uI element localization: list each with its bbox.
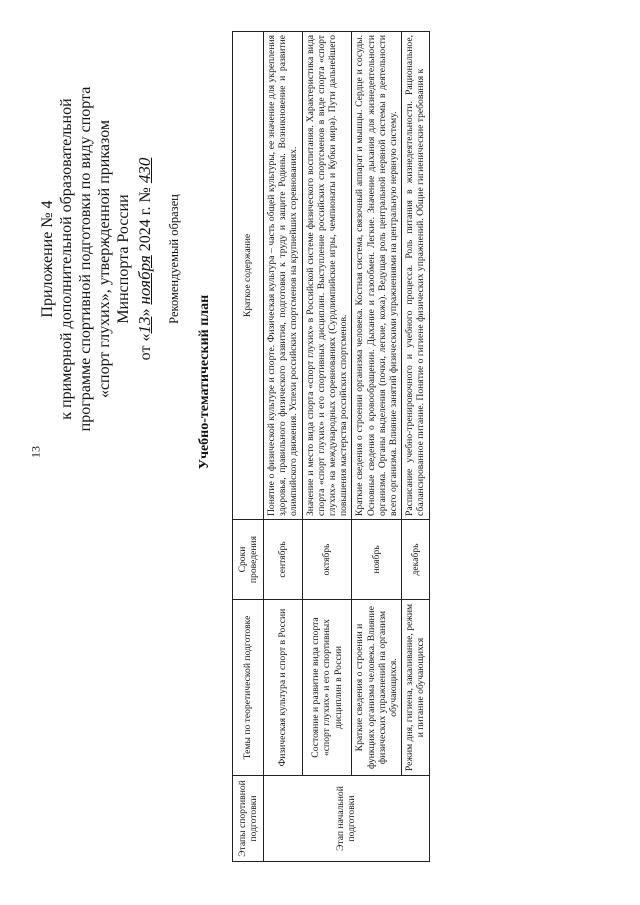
date-mid: » xyxy=(137,308,154,317)
appendix-line-4: «спорт глухих», утвержденной приказом xyxy=(96,119,113,399)
table-row xyxy=(302,32,352,862)
table-header-row xyxy=(233,32,264,862)
content-cell: Понятие о физической культуре и спорте. Физическая культура – часть общей культуры, ее значение для укрепления здоровья, правильного физического развития, подготовки к труду и защите Родины. Возникновение и развитие олимпийского движения. Успехи российских спортсменов на крупнейших соревнованиях. xyxy=(264,32,303,520)
page-number: 13 xyxy=(28,446,43,458)
topic-cell: Краткие сведения о строении и функциях организма человека. Влияние физических упражнений на организм обучающихся. xyxy=(352,600,402,776)
appendix-line-3: программе спортивной подготовки по виду спорта xyxy=(77,86,94,432)
header-topic: Темы по теоретической подготовке xyxy=(233,600,264,776)
table-row xyxy=(264,32,303,862)
topic-cell: Режим дня, гигиена, закаливание, режим и питание обучающихся xyxy=(402,600,429,776)
header-period: Сроки проведения xyxy=(233,520,264,600)
order-month: ноября xyxy=(135,255,154,305)
topic-cell: Физическая культура и спорт в России xyxy=(264,600,303,776)
appendix-header xyxy=(38,44,184,474)
order-date-line xyxy=(135,44,155,474)
stage-cell: Этап начальной подготовки xyxy=(264,776,430,862)
thematic-plan-table xyxy=(232,31,430,862)
appendix-number: Приложение № 4 xyxy=(39,200,56,318)
table-row xyxy=(352,32,402,862)
appendix-line-2: к примерной дополнительной образовательной xyxy=(58,98,75,420)
content-cell: Расписание учебно-тренировочного и учебного процесса. Роль питания в жизнедеятельности. Рациональное, сбалансированное питание. Понятие о гигиене физических упражнений. Общие гигиенические требования к xyxy=(402,32,429,520)
order-day: 13 xyxy=(135,316,154,334)
table-row xyxy=(402,32,429,862)
content-cell: Краткие сведения о строении организма человека. Костная система, связочный аппарат и мышцы. Сердце и сосуды. Основные сведения о кровообращении. Дыхание и газообмен. Легкие. Значение дыхания для жизнедеятельности организма. Органы выделения (почки, легкие, кожа). Ведущая роль центральной нервной системы в деятельности всего организма. Влияние занятий физическими упражнениями на центральную нервную систему. xyxy=(352,32,402,520)
header-content: Краткое содержание xyxy=(233,32,264,520)
period-cell: сентябрь xyxy=(264,520,303,600)
landscape-content xyxy=(20,12,620,892)
period-cell: ноябрь xyxy=(352,520,402,600)
order-number: 430 xyxy=(135,157,154,184)
period-cell: декабрь xyxy=(402,520,429,600)
date-prefix: от « xyxy=(137,333,154,361)
recommended-sample: Рекомендуемый образец xyxy=(167,194,181,324)
plan-title: Учебно-тематический план xyxy=(197,294,212,470)
order-year: 2024 г. № xyxy=(137,187,154,252)
content-cell: Значение и место вида спорта «спорт глухих» в Российской системе физического воспитания. Характеристика вида спорта «спорт глухих» и его спортивных дисциплин. Выступление российских спортсменов в виде спорта «спорт глухих» на международных соревнованиях (Сурдлимпийские игры, чемпионаты и Кубки мира). Пути дальнейшего повышения мастерства российских спортсменов. xyxy=(302,32,352,520)
period-cell: октябрь xyxy=(302,520,352,600)
topic-cell: Состояние и развитие вида спорта «спорт глухих» и его спортивных дисциплин в России xyxy=(302,600,352,776)
header-stage: Этапы спортивной подготовки xyxy=(233,776,264,862)
rotated-page xyxy=(20,12,620,892)
appendix-line-5: Минспорта России xyxy=(115,194,132,324)
